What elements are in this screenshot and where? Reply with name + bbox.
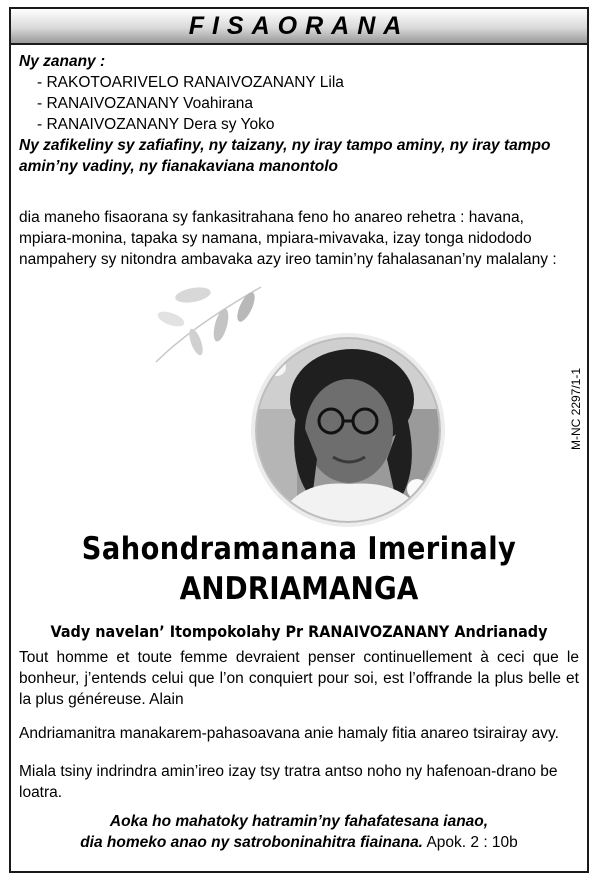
reference-code: M-NC 2297/1-1 [569,367,583,451]
leaves-decoration-icon [151,277,271,367]
children-intro: Ny zanany : [19,53,106,70]
family-section [19,51,579,177]
deceased-surname: ANDRIAMANGA [179,571,419,607]
bible-verse [19,811,579,853]
verse-line-2-wrap [19,832,579,853]
child-item: - RANAIVOZANANY Voahirana [37,95,253,112]
verse-citation: Apok. 2 : 10b [426,834,518,851]
portrait-image [257,339,439,521]
apology-paragraph: Miala tsiny indrindra amin’ireo izay tsy tratra antso noho ny hafenoan-drano be loatra. [19,763,558,801]
deceased-portrait [255,337,441,523]
child-item: - RAKOTOARIVELO RANAIVOZANANY Lila [37,74,344,91]
spouse-line: Vady navelan’ Itompokolahy Pr RANAIVOZANANY Andrianady [50,622,548,641]
notice-title: FISAORANA [11,9,587,45]
child-item: - RANAIVOZANANY Dera sy Yoko [37,116,275,133]
blessing-paragraph: Andriamanitra manakarem-pahasoavana anie hamaly fitia anareo tsirairay avy. [19,725,559,742]
notice-frame [9,7,589,873]
verse-line-2: dia homeko anao ny satroboninahitra fiainana. [80,834,423,851]
relatives-text: Ny zafikeliny sy zafiafiny, ny taizany, ny iray tampo aminy, ny iray tampo amin’ny vadiny, ny fianakaviana manontolo [19,137,551,175]
thanks-paragraph: dia maneho fisaorana sy fankasitrahana feno ho anareo rehetra : havana, mpiara-monina, tapaka sy namana, mpiara-mivavaka, izay tonga nidododo nampahery sy nitondra ambavaka azy ireo tamin’ny fahalasanan’ny malalany : [19,209,557,268]
verse-line-1: Aoka ho mahatoky hatramin’ny fahafatesana ianao, [109,813,489,830]
quote-paragraph: Tout homme et toute femme devraient penser continuellement à ceci que le bonheur, j’entends celui que l’on conquiert pour soi, est l’offrande la plus belle et la plus généreuse. Alain [19,649,579,708]
deceased-first-names: Sahondramanana Imerinaly [81,531,517,567]
